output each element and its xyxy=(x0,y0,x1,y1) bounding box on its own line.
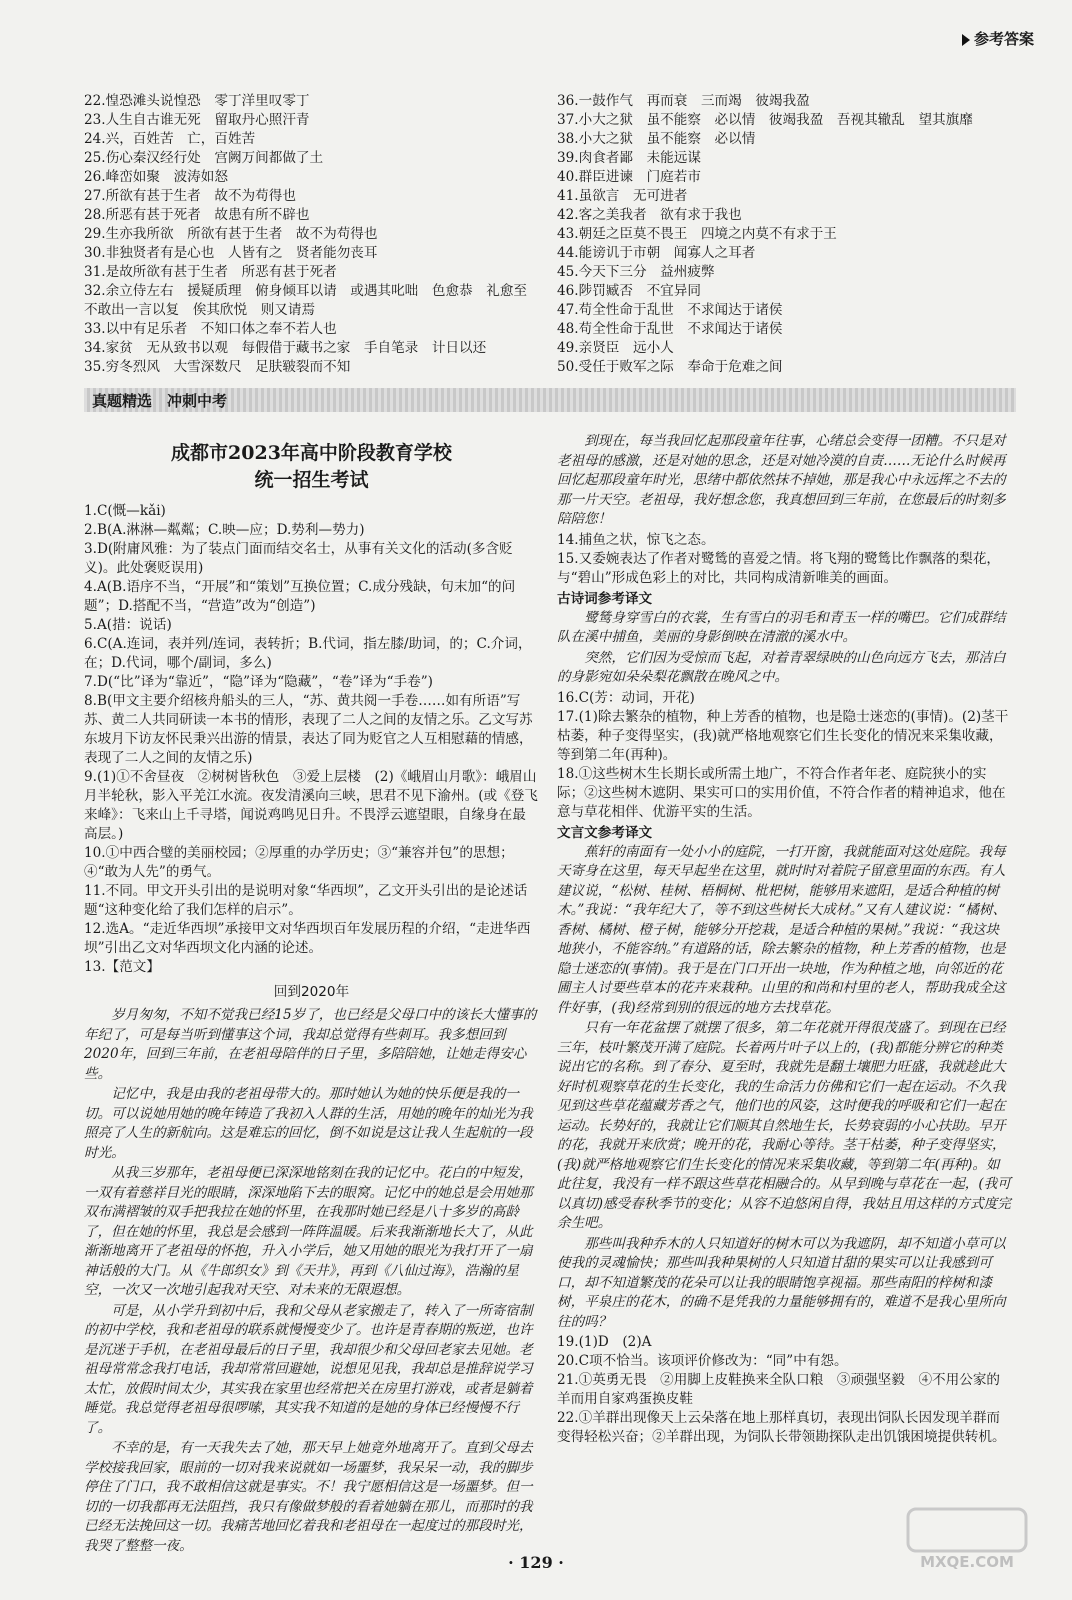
triangle-icon xyxy=(962,34,970,46)
answer-line: 44.能谤讥于市朝 闻寡人之耳者 xyxy=(557,245,756,261)
right-answers xyxy=(557,531,1012,588)
answer-line: 35.穷冬烈风 大雪深数尺 足肤皲裂而不知 xyxy=(84,359,351,375)
essay-body xyxy=(84,1006,539,1556)
left-top-column xyxy=(84,92,539,377)
answer-line: 12.选A。“走近华西坝”承接甲文对华西坝百年发展历程的介绍，“走进华西坝”引出乙文对华西坝文化内涵的论述。 xyxy=(84,921,531,956)
answer-line: 39.肉食者鄙 未能远谋 xyxy=(557,150,701,166)
poem-translation xyxy=(557,609,1012,688)
answer-line: 16.C(芳：动词，开花) xyxy=(557,689,695,706)
answer-line: 32.余立侍左右 援疑质理 俯身倾耳以请 或遇其叱咄 色愈恭 礼愈至 不敢出一言以复 俟其欣悦 则又请焉 xyxy=(84,283,541,318)
right-top-column xyxy=(557,92,1012,377)
answer-line: 4.A(B.语序不当，“开展”和“策划”互换位置；C.成分残缺，句末加“的问题”；D.搭配不当，“营造”改为“创造”) xyxy=(84,579,516,614)
essay-paragraph: 可是，从小学升到初中后，我和父母从老家搬走了，转入了一所寄宿制的初中学校，我和老祖母的联系就慢慢变少了。也许是青春期的叛逆，也许是沉迷于手机，在老祖母最后的日子里，我却很少和父母回老家去见她。老祖母常常念我打电话，我却常常回避她，说想见见我，我却总是推辞说学习太忙，放假时间太少，其实我在家里也经常把关在房里打游戏，或者是躺着睡觉。我总觉得老祖母很啰嗦，其实我不知道的是她的身体已经慢慢不行了。 xyxy=(84,1302,533,1436)
watermark-text: MXQE.COM xyxy=(920,1553,1014,1571)
watermark-logo xyxy=(902,1505,1032,1575)
right-bottom-column xyxy=(557,432,1012,1447)
answer-line: 17.(1)除去繁杂的植物，种上芳香的植物，也是隐士迷恋的(事情)。(2)茎干枯萎，种子变得坚实，(我)就严格地观察它们生长变化的情况来采集收藏，等到第二年(再种)。 xyxy=(557,708,1009,763)
answer-line: 29.生亦我所欲 所欲有甚于生者 故不为苟得也 xyxy=(84,226,378,242)
exam-subtitle: 统一招生考试 xyxy=(254,469,369,491)
answer-line: 7.D(“比”译为“靠近”，“隐”译为“隐藏”，“卷”译为“手卷”) xyxy=(84,674,433,690)
answer-line: 28.所恶有甚于死者 故患有所不辟也 xyxy=(84,207,310,223)
essay-continuation xyxy=(557,432,1012,530)
answer-line: 26.峰峦如聚 波涛如怒 xyxy=(84,169,228,185)
translation-paragraph: 蕉轩的南面有一处小小的庭院，一打开窗，我就能面对这处庭院。我每天寄身在这里，每天早起坐在这里，就时时对着院子留意里面的东西。有人建议说，“松树、桂树、梧桐树、枇杷树，能够用来遮阳，是适合种植的树木。”我说：“我年纪大了，等不到这些树长大成材。”又有人建议说：“橘树、香树、橘树、橙子树，能够分开挖栽，是适合种植的果树。”我说：“我这块地狭小，不能容纳。”有道路的话，除去繁杂的植物，种上芳香的植物，也是隐士迷恋的(事情)。我于是在门口开出一块地，作为种植之地，向邻近的花圃主人讨要些草本的花卉来栽种。山里的和尚和村里的老人，帮助我成全这件好事，(我)经常到别的很远的地方去找草花。 xyxy=(557,843,1007,1016)
answers-19-22 xyxy=(557,1333,1012,1447)
answer-line: 34.家贫 无从致书以观 每假借于藏书之家 手自笔录 计日以还 xyxy=(84,340,487,356)
answer-line: 37.小大之狱 虽不能察 必以情 彼竭我盈 吾视其辙乱 望其旗靡 xyxy=(557,112,973,128)
answer-line: 42.客之美我者 欲有求于我也 xyxy=(557,207,742,223)
answer-line: 41.虽欲言 无可进者 xyxy=(557,188,688,204)
answer-line: 1.C(慨—kǎi) xyxy=(84,503,166,519)
page-number: · 129 · xyxy=(508,1553,564,1572)
answer-line: 31.是故所欲有甚于生者 所恶有甚于死者 xyxy=(84,264,337,280)
essay-paragraph: 岁月匆匆，不知不觉我已经15岁了，也已经是父母口中的该长大懂事的年纪了，可是每当听到懂事这个词，我却总觉得有些刺耳。我多想回到2020年，回到三年前，在老祖母陪伴的日子里，多陪陪她，让她走得安心些。 xyxy=(84,1007,537,1082)
answer-line: 6.C(A.连词，表并列/连词，表转折；B.代词，指左膝/助词，的；C.介词，在；D.代词，哪个/副词，多么) xyxy=(84,636,532,671)
exam-title: 成都市2023年高中阶段教育学校 xyxy=(171,442,452,464)
answer-line: 46.陟罚臧否 不宜异同 xyxy=(557,283,701,299)
essay-paragraph: 记忆中，我是由我的老祖母带大的。那时她认为她的快乐便是我的一切。可以说她用她的晚年铸造了我初入人群的生活，用她的晚年的灿光为我照亮了人生的新航向。这是难忘的回忆，倒不如说是这让我人生起航的一段时光。 xyxy=(84,1086,533,1161)
answer-line: 14.捕鱼之状，惊飞之态。 xyxy=(557,531,715,548)
translation-paragraph: 鹭鸶身穿雪白的衣裳，生有雪白的羽毛和青玉一样的嘴巴。它们成群结队在溪中捕鱼，美丽的身影倒映在清澈的溪水中。 xyxy=(557,609,1006,645)
left-answers xyxy=(84,502,539,977)
answer-line: 13.【范文】 xyxy=(84,959,160,975)
answer-line: 43.朝廷之臣莫不畏王 四境之内莫不有求于王 xyxy=(557,226,837,242)
answer-line: 20.C项不恰当。该项评价修改为：“同”中有怨。 xyxy=(557,1353,848,1369)
answer-line: 2.B(A.淋淋—粼粼；C.映—应；D.势利—势力) xyxy=(84,522,365,538)
answer-line: 8.B(甲文主要介绍核舟船头的三人，“苏、黄共阅一手卷……如有所语”写苏、黄二人共同研读一本书的情形，表现了二人之间的友情之乐。乙文写苏东坡月下访友怀民秉兴出游的情景，表达了同为贬官之人互相慰藉的情感，表现了二人之间的友情之乐) xyxy=(84,693,533,766)
answer-line: 10.①中西合璧的美丽校园；②厚重的办学历史；③“兼容并包”的思想；④“敢为人先”的勇气。 xyxy=(84,845,514,880)
answer-line: 40.群臣进谏 门庭若市 xyxy=(557,169,701,185)
answer-line: 48.苟全性命于乱世 不求闻达于诸侯 xyxy=(557,321,783,337)
answer-line: 33.以中有足乐者 不知口体之奉不若人也 xyxy=(84,321,337,337)
answer-line: 19.(1)D (2)A xyxy=(557,1334,652,1350)
answer-line: 45.今天下三分 益州疲弊 xyxy=(557,264,715,280)
translation-paragraph: 只有一年花盆摆了就摆了很多，第二年花就开得很茂盛了。到现在已经三年，枝叶繁茂开满了庭院。长着两片叶子以上的，(我)都能分辨它的种类说出它的名称。到了春分、夏至时，我就先是翻土壤肥力旺盛，我就趁此大好时机观察草花的生长变化，我的生命活力仿佛和它们一起在运动。不久我见到这些草花蕴藏芳香之气，他们也的风姿，这时便我的呼吸和它们一起在运动。长势好的，我就让它们顺其自然地生长，长势衰弱的小心扶助。早开的花，我就开来欣赏；晚开的花，我耐心等待。茎干枯萎，种子变得坚实，(我)就严格地观察它们生长变化的情况来采集收藏，等到第二年(再种)。如此往复，我没有一样不跟这些草花相融合的。从早到晚与草花在一起，(我可以真切)感受春秋季节的变化；从容不迫悠闲自得，我姑且用这样的方式度完余生吧。 xyxy=(557,1020,1011,1231)
answer-line: 18.①这些树木生长期长或所需土地广，不符合作者年老、庭院狭小的实际；②这些树木遮阴、果实可口的实用价值，不符合作者的精神追求，他在意与草花相伴、优游平实的生活。 xyxy=(557,765,1006,820)
banner-label: 真题精选 冲刺中考 xyxy=(92,392,228,410)
section-banner xyxy=(84,388,1016,412)
answer-line: 24.兴，百姓苦 亡，百姓苦 xyxy=(84,131,256,147)
answer-line: 11.不同。甲文开头引出的是说明对象“华西坝”，乙文开头引出的是论述话题“这种变化给了我们怎样的启示”。 xyxy=(84,883,528,918)
essay-paragraph: 从我三岁那年，老祖母便已深深地铭刻在我的记忆中。花白的中短发，一双有着慈祥目光的眼睛，深深地陷下去的眼窝。记忆中的她总是会用她那双布满褶皱的双手把我拉在她的怀里，在我那时她已经是八十多岁的高龄了，但在她的怀里，我总是会感到一阵阵温暖。后来我渐渐地长大了，从此渐渐地离开了老祖母的怀抱，升入小学后，她又用她的眼光为我打开了一扇神话般的大门。从《牛郎织女》到《天井》，再到《八仙过海》，浩瀚的星空，一次又一次地引起我对天空、对未来的无限遐想。 xyxy=(84,1165,533,1298)
answer-line: 21.①英勇无畏 ②用脚上皮鞋换来全队口粮 ③顽强坚毅 ④不用公家的羊而用自家鸡蛋换皮鞋 xyxy=(557,1372,1001,1407)
prose-heading: 文言文参考译文 xyxy=(557,824,653,841)
answer-line: 50.受任于败军之际 奉命于危难之间 xyxy=(557,359,783,375)
answer-line: 3.D(附庸风雅：为了装点门面而结交名士，从事有关文化的活动(多含贬义)。此处褒贬误用) xyxy=(84,541,513,576)
header-label: 参考答案 xyxy=(973,30,1034,48)
page-header xyxy=(962,28,1034,49)
answer-line: 25.伤心秦汉经行处 宫阙万间都做了土 xyxy=(84,150,324,166)
answer-line: 47.苟全性命于乱世 不求闻达于诸侯 xyxy=(557,302,783,318)
answer-line: 23.人生自古谁无死 留取丹心照汗青 xyxy=(84,112,310,128)
essay-title: 回到2020年 xyxy=(273,984,350,1000)
answer-line: 30.非独贤者有是心也 人皆有之 贤者能勿丧耳 xyxy=(84,245,378,261)
answer-line: 22.惶恐滩头说惶恐 零丁洋里叹零丁 xyxy=(84,93,310,109)
essay-paragraph: 到现在，每当我回忆起那段童年往事，心绪总会变得一团糟。不只是对老祖母的感激，还是对她的思念，还是对她冷漠的自责……无论什么时候再回忆起那段童年时光，思绪中都依然抹不掉她，那是我心中永远挥之不去的那一片天空。老祖母，我好想念您，我真想回到三年前，在您最后的时刻多陪陪您！ xyxy=(557,433,1006,527)
answer-line: 9.(1)①不舍昼夜 ②树树皆秋色 ③爱上层楼 (2)《峨眉山月歌》：峨眉山月半轮秋，影入平羌江水流。夜发清溪向三峡，思君不见下渝州。(或《登飞来峰》：飞来山上千寻塔，闻说鸡鸣见日升。不畏浮云遮望眼，自缘身在最高层。) xyxy=(84,769,538,842)
essay-paragraph: 不幸的是，有一天我失去了她，那天早上她竟外地离开了。直到父母去学校接我回家，眼前的一切对我来说就如一场噩梦，我呆呆一动，我的脚步停住了门口，我不敢相信这就是事实。不！我宁愿相信这是一场噩梦。但一切的一切我都再无法阻挡，我只有像做梦般的看着她躺在那儿，而那时的我已经无法挽回这一切。我痛苦地回忆着我和老祖母在一起度过的那段时光，我哭了整整一夜。 xyxy=(84,1440,533,1554)
answer-line: 36.一鼓作气 再而衰 三而竭 彼竭我盈 xyxy=(557,93,810,109)
answer-line: 49.亲贤臣 远小人 xyxy=(557,340,674,356)
answer-line: 22.①羊群出现像天上云朵落在地上那样真切，表现出饲队长因发现羊群而变得轻松兴奋；②羊群出现，为饲队长带领勘探队走出饥饿困境提供转机。 xyxy=(557,1410,1006,1445)
poem-heading: 古诗词参考译文 xyxy=(557,590,653,607)
translation-paragraph: 那些叫我种乔木的人只知道好的树木可以为我遮阴，却不知道小草可以使我的灵魂愉快；那些叫我种果树的人只知道甘甜的果实可以让我感到可口，却不知道繁茂的花朵可以让我的眼睛饱享视福。那些南阳的梓树和漆树，平泉庄的花木，的确不是凭我的力量能够拥有的，难道不是我心里所向往的吗？ xyxy=(557,1235,1006,1330)
answers-16-18 xyxy=(557,689,1012,822)
answer-line: 15.又委婉表达了作者对鹭鸶的喜爱之情。将飞翔的鹭鸶比作飘落的梨花，与“碧山”形成色彩上的对比，共同构成清新唯美的画面。 xyxy=(557,550,1001,586)
translation-paragraph: 突然，它们因为受惊而飞起，对着青翠绿映的山色向远方飞去，那洁白的身影宛如朵朵梨花飘散在晚风之中。 xyxy=(557,649,1006,685)
answer-line: 5.A(措：说话) xyxy=(84,617,172,633)
answer-line: 27.所欲有甚于生者 故不为苟得也 xyxy=(84,188,296,204)
answer-line: 38.小大之狱 虽不能察 必以情 xyxy=(557,131,756,147)
left-bottom-column xyxy=(84,432,539,1557)
prose-translation xyxy=(557,843,1012,1333)
